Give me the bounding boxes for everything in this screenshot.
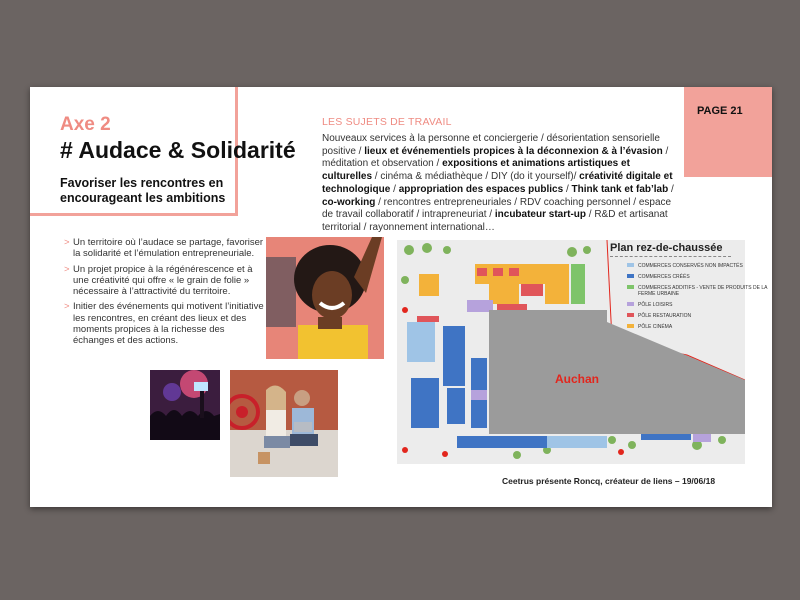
- legend-swatch: [627, 324, 634, 328]
- plan-title: Plan rez-de-chaussée: [610, 242, 723, 254]
- bullet-list: [64, 237, 264, 351]
- sujets-keyword: expositions et animations artistiques et culturelles: [322, 158, 630, 183]
- sujets-keyword: lieux et événementiels propices à la déconnexion & à l’évasion: [364, 145, 663, 157]
- legend-swatch: [627, 274, 634, 278]
- photo-smiling-woman-illustration: [266, 237, 384, 359]
- bullet-item: [64, 264, 264, 298]
- legend-label: COMMERCES ADDITIFS - VENTE DE PRODUITS DE LA FERME URBAINE: [638, 285, 768, 297]
- legend-label: COMMERCES CONSERVÉS NON IMPACTÉS: [638, 263, 743, 269]
- sujets-keyword: co-working: [322, 196, 376, 208]
- photo-coworking-duo-illustration: [230, 370, 338, 477]
- sujets-segment: /: [390, 183, 399, 195]
- legend-item: [627, 274, 772, 280]
- sujets-segment: / cinéma & médiathèque / DIY (do it yourself)/: [372, 171, 580, 183]
- page-number: PAGE 21: [697, 105, 743, 117]
- bullet-item: [64, 237, 264, 260]
- photo-concert-crowd: [150, 370, 220, 440]
- legend-item: [627, 302, 772, 308]
- legend-swatch: [627, 302, 634, 306]
- sujets-segment: /: [668, 183, 674, 195]
- bullet-marker: >: [64, 237, 70, 248]
- legend-item: [627, 263, 772, 269]
- plan-title-underline: [610, 256, 731, 257]
- page-title: # Audace & Solidarité: [60, 137, 296, 163]
- bullet-text: Un projet propice à la régénérescence et à une créativité qui offre « le grain de folie » nécessaire à l’attractivité du territoire.: [73, 263, 253, 298]
- sujets-text: [322, 133, 682, 235]
- legend-item: [627, 324, 772, 330]
- legend-swatch: [627, 263, 634, 267]
- photo-coworking-duo: [230, 370, 338, 477]
- bullet-marker: >: [64, 301, 70, 313]
- auchan-logo: Auchan: [555, 372, 600, 386]
- legend-label: PÔLE RESTAURATION: [638, 313, 692, 319]
- photo-smiling-woman: [266, 237, 384, 359]
- legend-item: [627, 285, 772, 297]
- sujets-segment: Nouveaux services à la personne et conciergerie / désorientation sensorielle positive /: [322, 133, 660, 157]
- page-number-box: [684, 87, 772, 177]
- sujets-segment: / R&D et artisanat territorial / rayonnement international…: [322, 209, 668, 233]
- legend-item: [627, 313, 772, 319]
- sujets-keyword: Think tank et fab’lab: [571, 183, 669, 195]
- accent-horizontal-line: [30, 213, 238, 216]
- page-subtitle: Favoriser les rencontres en encourageant les ambitions: [60, 176, 226, 205]
- legend-swatch: [627, 285, 634, 289]
- legend-label: PÔLE CINÉMA: [638, 324, 673, 330]
- bullet-marker: >: [64, 263, 70, 275]
- slide-footer: Ceetrus présente Roncq, créateur de liens – 19/06/18: [502, 476, 716, 486]
- sujets-heading: LES SUJETS DE TRAVAIL: [322, 116, 452, 128]
- axe-label: Axe 2: [60, 114, 111, 135]
- legend-swatch: [627, 313, 634, 317]
- bullet-text: Un territoire où l’audace se partage, favoriser la solidarité et l’émulation entrepreneuriale.: [73, 237, 264, 260]
- legend-label: PÔLE LOISIRS: [638, 302, 673, 308]
- bullet-item: [64, 301, 264, 346]
- sujets-segment: / rencontres entrepreneuriales / RDV coaching personnel / espace de travail collaboratif / intrapreneuriat /: [322, 196, 672, 221]
- sujets-segment: /: [563, 183, 572, 195]
- plan-legend: [627, 263, 772, 335]
- sujets-keyword: incubateur start-up: [494, 209, 586, 221]
- legend-label: COMMERCES CRÉÉS: [638, 274, 690, 280]
- photo-concert-crowd-illustration: [150, 370, 220, 440]
- sujets-keyword: créativité digitale et technologique: [322, 171, 673, 195]
- slide: [30, 87, 772, 507]
- bullet-text: Initier des événements qui motivent l’initiative les rencontres, en créant des lieux et des moments propices à la richesse des échanges et des actions.: [73, 301, 264, 347]
- sujets-segment: / méditation et observation /: [322, 145, 669, 170]
- sujets-keyword: appropriation des espaces publics: [398, 183, 564, 195]
